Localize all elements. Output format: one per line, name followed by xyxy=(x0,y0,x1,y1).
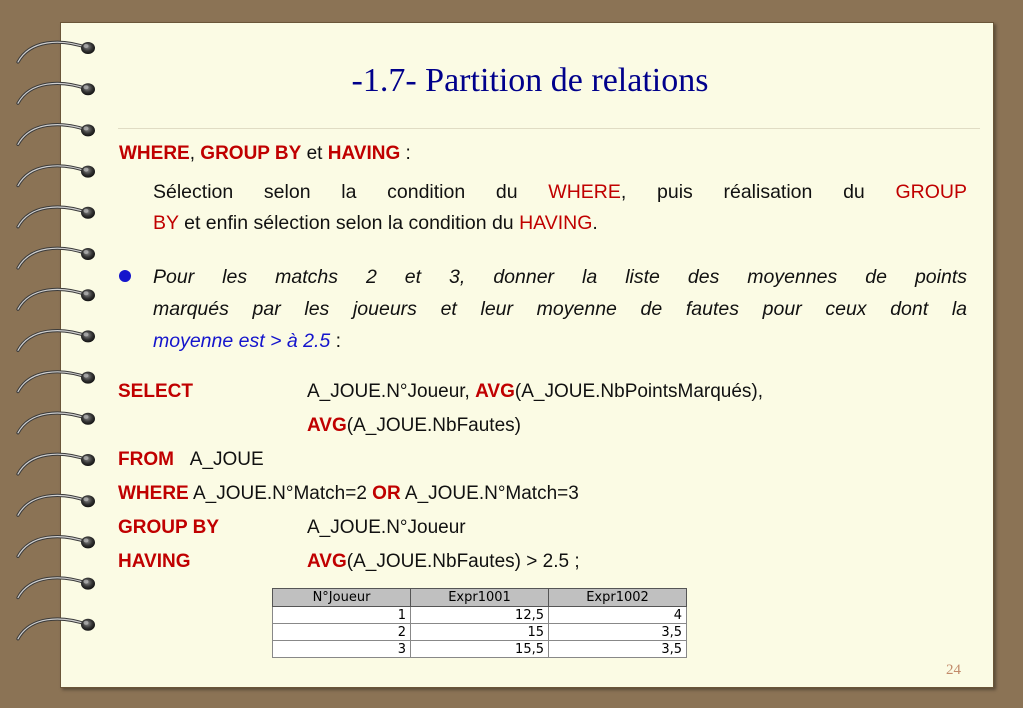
binding-hole xyxy=(81,372,95,384)
sql-where-cond-2: A_JOUE.N°Match=3 xyxy=(404,483,579,504)
sql-group-val: A_JOUE.N°Joueur xyxy=(307,517,466,538)
binding-hole xyxy=(84,538,89,542)
binding-hole xyxy=(84,291,89,295)
binding-hole xyxy=(81,248,95,260)
table-cell: 12,5 xyxy=(411,607,549,624)
intro-having: HAVING xyxy=(519,212,593,234)
sql-select-points: (A_JOUE.NbPointsMarqués), xyxy=(514,381,764,402)
spiral-ring xyxy=(18,83,88,103)
sql-select-line-2 xyxy=(307,415,521,437)
result-header-row xyxy=(273,589,687,607)
binding-hole xyxy=(84,621,89,625)
question-line-3 xyxy=(153,330,341,353)
sql-where-kw: WHERE xyxy=(118,483,189,504)
table-cell: 3,5 xyxy=(549,641,687,658)
binding-hole xyxy=(81,83,95,95)
spiral-ring xyxy=(18,166,88,186)
sql-select-line-1 xyxy=(307,381,763,403)
binding-hole xyxy=(81,330,95,342)
sql-having-kw: HAVING xyxy=(118,551,191,572)
binding-hole xyxy=(84,44,89,48)
sql-select-col: A_JOUE.N°Joueur, xyxy=(307,381,470,402)
sql-avg-2: AVG xyxy=(307,415,347,436)
spiral-ring xyxy=(18,619,88,639)
binding-hole xyxy=(81,207,95,219)
binding-hole xyxy=(81,413,95,425)
binding-hole xyxy=(84,209,89,213)
binding-hole xyxy=(81,454,95,466)
binding-hole xyxy=(81,495,95,507)
spiral-ring xyxy=(18,495,88,515)
binding-hole xyxy=(81,536,95,548)
binding-hole xyxy=(84,332,89,336)
table-cell: 1 xyxy=(273,607,411,624)
intro-group: GROUP xyxy=(895,181,968,203)
spiral-ring xyxy=(18,372,88,392)
binding-hole xyxy=(81,166,95,178)
sql-avg-3: AVG xyxy=(307,551,347,572)
table-row xyxy=(273,624,687,641)
table-row xyxy=(273,607,687,624)
spiral-ring xyxy=(18,454,88,474)
sql-group-kw: GROUP BY xyxy=(118,517,220,538)
binding-hole xyxy=(84,497,89,501)
bullet-dot xyxy=(119,270,131,282)
result-table xyxy=(272,588,687,658)
table-cell: 15,5 xyxy=(411,641,549,658)
binding-hole xyxy=(84,415,89,419)
spiral-ring xyxy=(18,125,88,145)
spiral-binding xyxy=(0,0,110,708)
col-header-joueur: N°Joueur xyxy=(273,589,411,607)
sql-from-line xyxy=(118,449,264,471)
sql-having-cond: (A_JOUE.NbFautes) > 2.5 ; xyxy=(346,551,580,572)
intro-comma: , xyxy=(189,143,196,164)
table-cell: 4 xyxy=(549,607,687,624)
binding-hole xyxy=(84,580,89,584)
spiral-ring xyxy=(18,289,88,309)
title-divider xyxy=(118,128,980,129)
spiral-ring xyxy=(18,413,88,433)
spiral-ring xyxy=(18,207,88,227)
intro-text-b: , puis réalisation du xyxy=(620,181,865,203)
intro-period: . xyxy=(592,212,598,234)
col-header-expr1001: Expr1001 xyxy=(411,589,549,607)
sql-select-kw: SELECT xyxy=(118,381,193,402)
binding-hole xyxy=(81,289,95,301)
spiral-ring xyxy=(18,42,88,62)
question-line-2: marqués par les joueurs et leur moyenne de fautes pour ceux dont la xyxy=(153,298,967,320)
sql-where-cond-1: A_JOUE.N°Match=2 xyxy=(192,483,367,504)
question-line-1: Pour les matchs 2 et 3, donner la liste des moyennes de points xyxy=(153,266,967,288)
sql-from-table: A_JOUE xyxy=(189,449,264,470)
table-cell: 15 xyxy=(411,624,549,641)
intro-by: BY xyxy=(153,212,179,234)
question-colon: : xyxy=(335,330,342,352)
sql-or-kw: OR xyxy=(372,483,401,504)
intro-line-2 xyxy=(153,212,598,235)
page-number: 24 xyxy=(946,662,961,678)
kw-having: HAVING xyxy=(327,143,401,164)
intro-et: et xyxy=(306,143,323,164)
binding-hole xyxy=(81,124,95,136)
spiral-ring xyxy=(18,331,88,351)
binding-hole xyxy=(84,456,89,460)
binding-hole xyxy=(84,85,89,89)
question-text-3: moyenne est > à 2.5 xyxy=(153,330,331,352)
table-cell: 3 xyxy=(273,641,411,658)
spiral-ring xyxy=(18,578,88,598)
kw-group-by: GROUP BY xyxy=(200,143,302,164)
binding-hole xyxy=(81,578,95,590)
binding-hole xyxy=(84,126,89,130)
slide-title: -1.7- Partition de relations xyxy=(351,62,709,99)
spiral-ring xyxy=(18,248,88,268)
table-row xyxy=(273,641,687,658)
kw-where: WHERE xyxy=(119,143,190,164)
intro-where: WHERE xyxy=(548,181,621,203)
binding-hole xyxy=(84,250,89,254)
intro-line-1 xyxy=(153,176,967,208)
sql-avg-1: AVG xyxy=(475,381,515,402)
sql-from-kw: FROM xyxy=(118,449,174,470)
intro-text-c: et enfin sélection selon la condition du xyxy=(184,212,514,234)
table-cell: 3,5 xyxy=(549,624,687,641)
binding-hole xyxy=(81,42,95,54)
intro-heading xyxy=(119,143,411,165)
intro-text-a: Sélection selon la condition du xyxy=(153,181,518,203)
binding-hole xyxy=(84,168,89,172)
intro-colon: : xyxy=(405,143,411,164)
sql-where-line xyxy=(118,483,579,505)
sql-having-line xyxy=(307,551,580,573)
binding-hole xyxy=(84,374,89,378)
col-header-expr1002: Expr1002 xyxy=(549,589,687,607)
table-cell: 2 xyxy=(273,624,411,641)
spiral-ring xyxy=(18,537,88,557)
binding-hole xyxy=(81,619,95,631)
sql-select-fautes: (A_JOUE.NbFautes) xyxy=(346,415,521,436)
